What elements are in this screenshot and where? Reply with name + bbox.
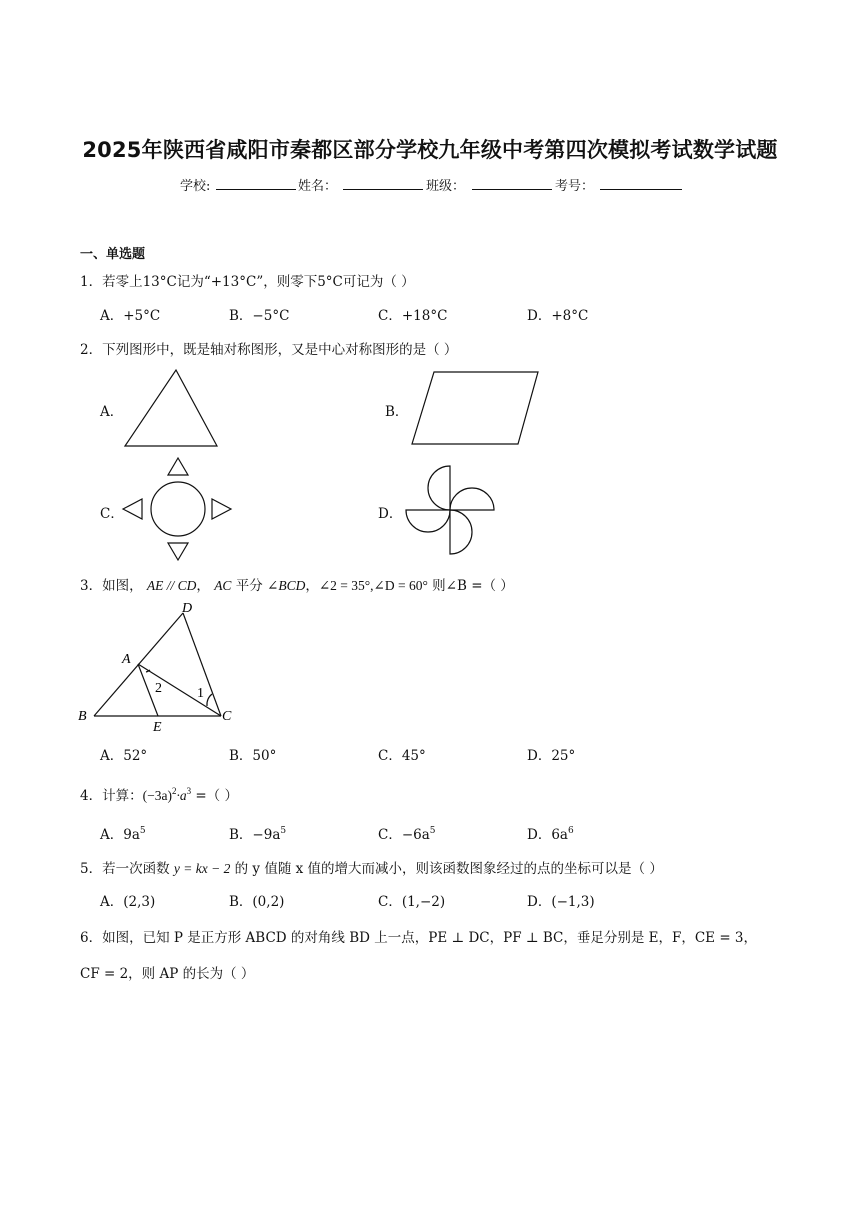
q4-factor-a: ·a (176, 788, 187, 803)
q5-option-b[interactable]: B．(0,2) (229, 894, 285, 910)
q4-b-exp: 5 (280, 826, 287, 836)
question-6-line-1: 6．如图，已知 P 是正方形 ABCD 的对角线 BD 上一点，PE ⊥ DC，PF ⊥ BC，垂足分别是 E，F，CE = 3， (80, 930, 758, 946)
equilateral-triangle-figure (120, 368, 220, 448)
q4-base-expression: (−3a) (142, 788, 172, 803)
q3-option-c[interactable]: C．45° (378, 748, 426, 764)
q1-option-a[interactable]: A．+5°C (100, 308, 161, 324)
q3-angle-bcd: ∠BCD (267, 578, 306, 593)
angle-label-2: 2 (155, 681, 162, 696)
point-label-a: A (122, 652, 131, 667)
q3-intro: 3．如图， (80, 578, 143, 594)
q5-option-c[interactable]: C．(1,−2) (378, 894, 446, 910)
q4-d-exp: 6 (567, 826, 574, 836)
q5-intro: 5．若一次函数 (80, 861, 174, 877)
point-label-b: B (78, 709, 87, 724)
q4-exponent-2: 2 (171, 786, 177, 796)
parallelogram-figure (408, 368, 543, 448)
point-label-c: C (222, 709, 232, 724)
q5-question: 的 y 值随 x 值的增大而减小，则该函数图象经过的点的坐标可以是（ ） (230, 861, 663, 877)
q3-option-a[interactable]: A．52° (100, 748, 148, 764)
q3-option-b[interactable]: B．50° (229, 748, 277, 764)
q3-parallel-condition: AE // CD (146, 578, 197, 593)
q4-a-base: A．9a (100, 827, 140, 843)
q4-b-base: B．−9a (229, 827, 281, 843)
page-title: 2025年陕西省咸阳市秦都区部分学校九年级中考第四次模拟考试数学试题 (82, 138, 778, 162)
q3-question: 则∠B =（ ） (427, 578, 514, 594)
class-blank[interactable] (472, 176, 552, 190)
q4-option-a[interactable] (100, 823, 146, 843)
school-label: 学校: (180, 179, 211, 194)
q4-c-exp: 5 (429, 826, 436, 836)
name-label: 姓名： (298, 179, 338, 194)
q2-option-a[interactable]: A． (100, 404, 124, 420)
point-label-d: D (182, 601, 193, 616)
q4-intro: 4．计算： (80, 788, 143, 804)
q2-option-b[interactable]: B． (385, 404, 409, 420)
q5-option-a[interactable]: A．(2,3) (100, 894, 156, 910)
number-label: 考号： (555, 179, 595, 194)
q2-option-d[interactable]: D． (378, 506, 403, 522)
number-blank[interactable] (600, 176, 682, 190)
q2-option-c[interactable]: C． (100, 506, 124, 522)
angle-label-1: 1 (197, 686, 204, 701)
point-label-e: E (153, 720, 162, 735)
question-4-text (80, 784, 238, 804)
q4-option-d[interactable] (527, 823, 574, 843)
q1-option-b[interactable]: B．−5°C (229, 308, 290, 324)
q3-angle-conditions: ，∠2 = 35°,∠D = 60° (305, 578, 428, 593)
q5-function: y = kx − 2 (173, 861, 231, 876)
q4-exponent-3: 3 (186, 786, 192, 796)
q3-segment-ac: AC (214, 578, 232, 593)
geometry-figure-q3 (76, 598, 246, 738)
q4-c-base: C．−6a (378, 827, 430, 843)
class-label: 班级： (426, 179, 466, 194)
question-2-text: 2．下列图形中，既是轴对称图形，又是中心对称图形的是（ ） (80, 342, 458, 358)
q3-bisect-word: 平分 (231, 578, 268, 594)
q4-a-exp: 5 (139, 826, 146, 836)
q4-option-c[interactable] (378, 823, 436, 843)
school-blank[interactable] (216, 176, 296, 190)
question-6-line-2: CF = 2，则 AP 的长为（ ） (80, 966, 255, 982)
question-5-text (80, 857, 663, 877)
question-1-text: 1．若零上13°C记为“+13°C”，则零下5°C可记为（ ） (80, 274, 415, 290)
q4-option-b[interactable] (229, 823, 286, 843)
q3-option-d[interactable]: D．25° (527, 748, 576, 764)
circle-with-triangles-figure (118, 455, 238, 565)
q1-option-c[interactable]: C．+18°C (378, 308, 448, 324)
q4-d-base: D．6a (527, 827, 568, 843)
pinwheel-figure (402, 462, 498, 558)
question-3-text (80, 574, 514, 594)
name-blank[interactable] (343, 176, 423, 190)
section-heading: 一、单选题 (80, 247, 146, 262)
q1-option-d[interactable]: D．+8°C (527, 308, 589, 324)
q5-option-d[interactable]: D．(−1,3) (527, 894, 595, 910)
q3-separator: ， (196, 578, 210, 594)
q4-question: =（ ） (191, 788, 238, 804)
